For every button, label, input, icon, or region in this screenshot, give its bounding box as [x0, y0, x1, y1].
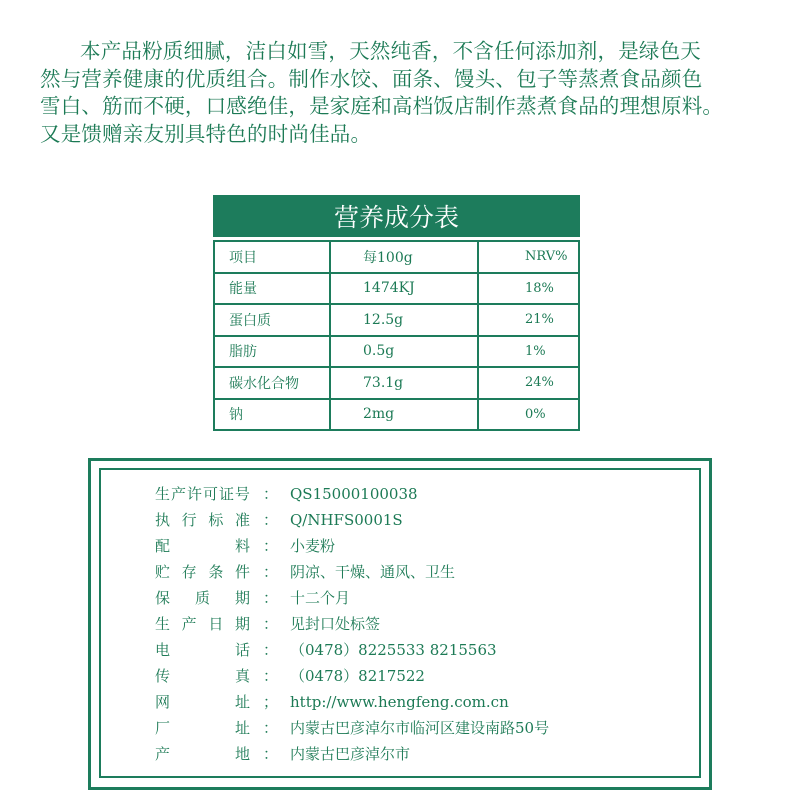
- nutrient-name: 钠: [214, 399, 330, 431]
- nutrient-amount: 2mg: [330, 399, 478, 431]
- info-value: 阴凉、干燥、通风、卫生: [290, 563, 456, 581]
- nutrition-row: [214, 304, 579, 336]
- nutrition-header-row: [214, 241, 579, 273]
- nutrient-name: 脂肪: [214, 336, 330, 368]
- header-nrv: NRV%: [478, 241, 579, 273]
- nutrition-row: [214, 367, 579, 399]
- info-label: 传 真: [155, 667, 250, 685]
- nutrition-row: [214, 336, 579, 368]
- nutrient-nrv: 0%: [478, 399, 579, 431]
- info-colon: ：: [263, 563, 279, 581]
- info-label: 生 产 许 可 证 号: [155, 485, 250, 503]
- info-label: 保 质 期: [155, 589, 250, 607]
- nutrition-table-title: 营养成分表: [213, 195, 580, 237]
- info-value: 小麦粉: [290, 537, 336, 555]
- description-line: 然与营养健康的优质组合。制作水饺、面条、馒头、包子等蒸煮食品颜色: [40, 66, 703, 91]
- info-label: 生 产 日 期: [155, 615, 250, 633]
- nutrient-amount: 73.1g: [330, 367, 478, 399]
- nutrient-name: 碳水化合物: [214, 367, 330, 399]
- info-label: 厂 址: [155, 719, 250, 737]
- info-colon: ：: [263, 537, 279, 555]
- nutrient-amount: 1474KJ: [330, 273, 478, 305]
- nutrient-nrv: 1%: [478, 336, 579, 368]
- info-value: 见封口处标签: [290, 615, 381, 633]
- info-label: 产 地: [155, 745, 250, 763]
- info-colon: ：: [263, 511, 279, 529]
- nutrient-nrv: 24%: [478, 367, 579, 399]
- info-label: 执 行 标 准: [155, 511, 250, 529]
- info-colon: ：: [263, 745, 279, 763]
- description-line: 雪白、筋而不硬，口感绝佳，是家庭和高档饭店制作蒸煮食品的理想原料。: [40, 94, 724, 118]
- info-value: 内蒙古巴彦淖尔市: [290, 745, 411, 763]
- info-value: 十二个月: [290, 589, 351, 607]
- nutrition-row: [214, 399, 579, 431]
- header-item: 项目: [214, 241, 330, 273]
- info-label: 网 址: [155, 693, 250, 711]
- info-value: 内蒙古巴彦淖尔市临河区建设南路50号: [290, 719, 550, 737]
- nutrition-table: [213, 240, 580, 431]
- info-value: （0478）8225533 8215563: [290, 641, 497, 659]
- nutrition-facts-panel: [213, 195, 580, 431]
- info-label: 贮 存 条 件: [155, 563, 250, 581]
- info-colon: ：: [263, 667, 279, 685]
- info-value: Q/NHFS0001S: [290, 511, 403, 529]
- info-colon: ：: [263, 719, 279, 737]
- info-colon: ：: [263, 641, 279, 659]
- nutrient-amount: 0.5g: [330, 336, 478, 368]
- info-colon: ：: [263, 485, 279, 503]
- info-colon: ；: [263, 693, 279, 711]
- info-label: 电 话: [155, 641, 250, 659]
- info-colon: ：: [263, 589, 279, 607]
- nutrient-name: 蛋白质: [214, 304, 330, 336]
- header-per-100g: 每100g: [330, 241, 478, 273]
- nutrition-row: [214, 273, 579, 305]
- info-value: http://www.hengfeng.com.cn: [290, 693, 509, 711]
- product-description: [40, 38, 780, 148]
- info-label: 配 料: [155, 537, 250, 555]
- info-value: QS15000100038: [290, 485, 418, 503]
- nutrient-name: 能量: [214, 273, 330, 305]
- info-value: （0478）8217522: [290, 667, 425, 685]
- description-line: 又是馈赠亲友别具特色的时尚佳品。: [40, 121, 372, 146]
- nutrient-nrv: 21%: [478, 304, 579, 336]
- nutrient-nrv: 18%: [478, 273, 579, 305]
- nutrient-amount: 12.5g: [330, 304, 478, 336]
- info-colon: ：: [263, 615, 279, 633]
- description-line: 本产品粉质细腻，洁白如雪，天然纯香，不含任何添加剂，是绿色天: [80, 39, 701, 63]
